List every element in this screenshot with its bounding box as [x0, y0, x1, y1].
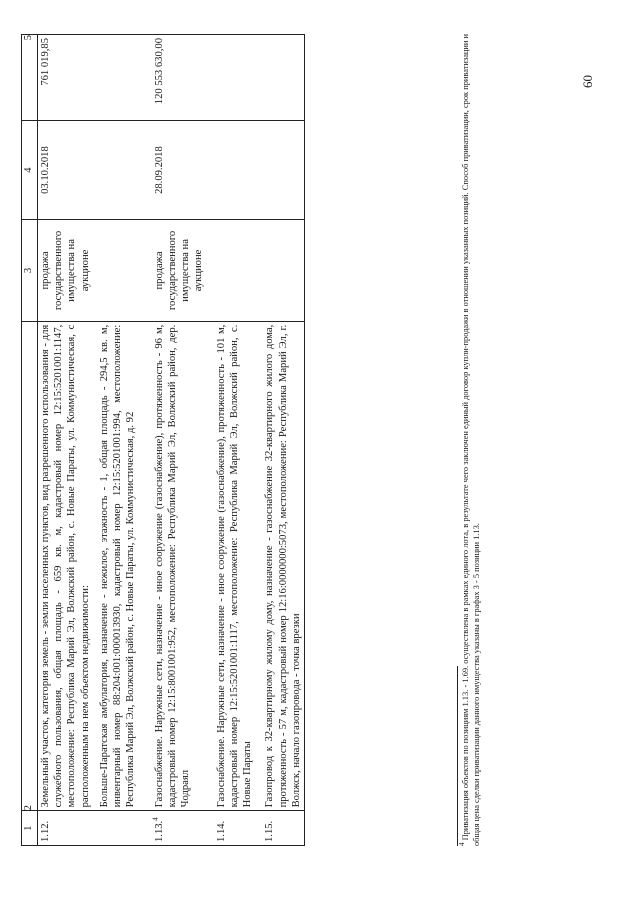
- table-row: [38, 35, 152, 846]
- description-building: Больше-Паратская амбулатория, назначение - нежилое, этажность - 1, общая площадь - 294,5 кв. м, инвентарный номер 88:204:001:000013930, кадастровый номер 12:15:5201001:994, местоположение: Республика Марий Эл, Волжский район, с. Новые Параты, ул. Коммунистическая, д. 92: [98, 324, 137, 808]
- table-row: [152, 35, 214, 846]
- column-header-1: 1: [22, 811, 38, 846]
- privatization-date: [214, 120, 263, 219]
- column-header-5: 5: [22, 35, 38, 121]
- page-number: 60: [580, 75, 595, 88]
- footnote-mark: 4: [151, 817, 160, 821]
- row-number: 1.12.: [38, 811, 152, 846]
- privatization-method: [214, 220, 263, 322]
- column-header-4: 4: [22, 120, 38, 219]
- deal-price: 120 553 630,00: [152, 35, 214, 121]
- footnote-divider: [457, 666, 458, 846]
- object-description: Газоснабжение. Наружные сети, назначение - иное сооружение (газоснабжение), протяженность - 101 м, кадастровый номер 12:15:5201001:1117, местоположение: Республика Марий Эл, Волжский район, с. Новые Параты: [214, 321, 263, 811]
- footnote: [457, 34, 482, 846]
- footnote-mark: 4: [458, 842, 467, 846]
- column-header-3: 3: [22, 220, 38, 322]
- footnote-text: Приватизация объектов по позициям 1.13. - 1.69. осуществлена в рамках единого лота, в результате чего заключен единый договор купли-продажи в отношении указанных позиций. Способ приватизации, срок приватизации и общая цена сделки приватизации данного имущества указаны в графах 3 - 5 позиции 1.13.: [461, 33, 481, 846]
- row-number: 1.15.: [262, 811, 304, 846]
- privatization-table: [21, 34, 305, 846]
- privatization-date: 03.10.2018: [38, 120, 152, 219]
- table-row: [262, 35, 304, 846]
- privatization-method: продажа государственного имущества на аукционе: [152, 220, 214, 322]
- table-header-row: [22, 35, 38, 846]
- privatization-method: [262, 220, 304, 322]
- description-main: Земельный участок, категория земель - земли населенных пунктов, вид разрешенного использования - для служебного пользования, общая площадь - 659 кв. м, кадастровый номер 12:15:5201001:1147, местоположение: Республика Марий Эл, Волжский район, с. Новые Параты, ул. Коммунистическая, с расположенным на нем объектом недвижимости:: [40, 324, 91, 808]
- object-description: Газопровод к 32-квартирному жилому дому, назначение - газоснабжение 32-квартирного жилого дома, протяженность - 57 м, кадастровый номер 12:16:0000000:5073, местоположение: Республика Марий Эл, г. Волжск, начало газопровода - точка врезки: [262, 321, 304, 811]
- deal-price: 761 019,85: [38, 35, 152, 121]
- table-row: [214, 35, 263, 846]
- privatization-date: [262, 120, 304, 219]
- deal-price: [262, 35, 304, 121]
- object-description: Газоснабжение. Наружные сети, назначение - иное сооружение (газоснабжение), протяженность - 96 м, кадастровый номер 12:15:8001001:952, местоположение: Республика Марий Эл, Волжский район, дер. Чодраял: [152, 321, 214, 811]
- privatization-method: продажа государственного имущества на аукционе: [38, 220, 152, 322]
- deal-price: [214, 35, 263, 121]
- row-number: 1.14.: [214, 811, 263, 846]
- row-number: 1.13.$^4$: [152, 811, 214, 846]
- object-description: [38, 321, 152, 811]
- column-header-2: 2: [22, 321, 38, 811]
- privatization-date: 28.09.2018: [152, 120, 214, 219]
- rotated-page-content: [21, 34, 521, 846]
